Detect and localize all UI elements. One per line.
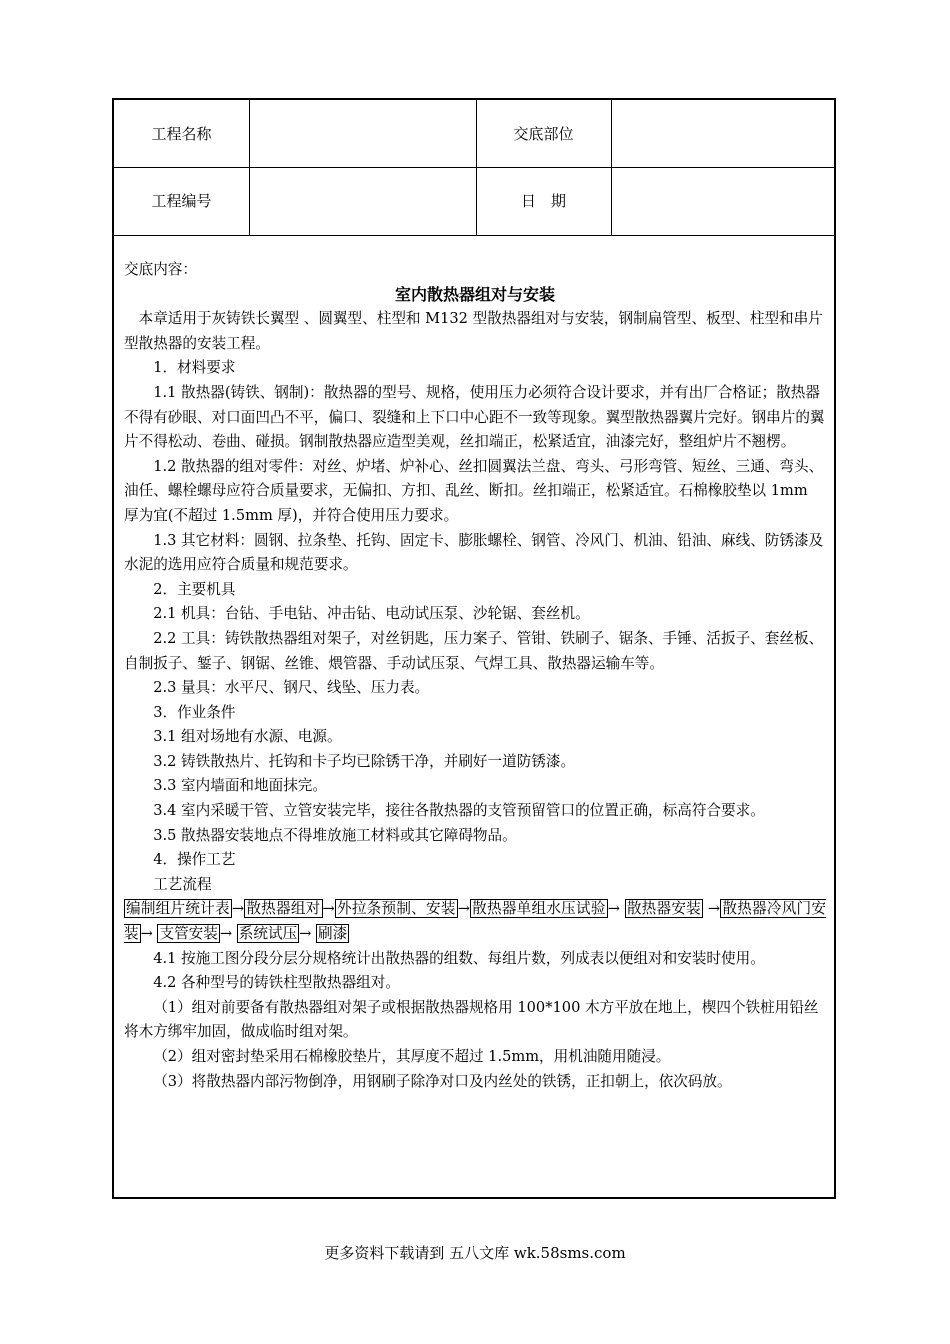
- date-label: 日 期: [520, 192, 566, 210]
- content-label: 交底内容：: [124, 261, 197, 278]
- disclosure-part-label: 交底部位: [513, 125, 574, 143]
- paragraph: 1.3 其它材料：圆钢、拉条垫、托钩、固定卡、膨胀螺栓、钢管、冷风门、机油、铅油、麻线、防锈漆及水泥的选用应符合质量和规范要求。: [124, 531, 824, 574]
- paragraph: 3.4 室内采暖干管、立管安装完毕，接往各散热器的支管预留管口的位置正确，标高符合要求。: [153, 802, 765, 820]
- flow-step: 编制组片统计表: [126, 900, 230, 918]
- paragraph: 2.2 工具：铸铁散热器组对架子，对丝钥匙，压力案子、管钳、铁刷子、锯条、手锤、活扳子、套丝板、自制扳子、錾子、钢锯、丝锥、煨管器、手动试压泵、气焊工具、散热器运输车等。: [124, 629, 824, 672]
- flow-step: 散热器组对: [246, 900, 321, 918]
- intro-paragraph: 本章适用于灰铸铁长翼型 、圆翼型、柱型和 M132 型散热器组对与安装，钢制扁管型、板型、柱型和串片型散热器的安装工程。: [124, 310, 823, 352]
- process-flow: [124, 897, 826, 946]
- paragraph: （3）将散热器内部污物倒净，用钢刷子除净对口及内丝处的铁锈，正扣朝上，依次码放。: [153, 1072, 732, 1090]
- section-heading: 3．作业条件: [153, 703, 236, 721]
- project-no-label: 工程编号: [151, 192, 212, 210]
- flow-label: 工艺流程: [153, 875, 212, 893]
- paragraph: 1.2 散热器的组对零件：对丝、炉堵、炉补心、丝扣圆翼法兰盘、弯头、弓形弯管、短丝、三通、弯头、油任、螺栓螺母应符合质量要求，无偏扣、方扣、乱丝、断扣。丝扣端正，松紧适宜。石棉橡胶垫以 1mm 厚为宜(不超过 1.5mm 厚)，并符合使用压力要求。: [124, 457, 824, 524]
- header-divider: [249, 100, 250, 236]
- paragraph: 3.2 铸铁散热片、托钩和卡子均已除锈干净，并刷好一道防锈漆。: [153, 752, 576, 770]
- flow-step: 外拉条预制、安装: [336, 900, 456, 918]
- arrow-icon: →: [231, 900, 245, 918]
- section-heading: 2．主要机具: [153, 580, 236, 598]
- footer-text: 更多资料下载请到 五八文库 wk.58sms.com: [324, 1244, 626, 1262]
- paragraph: 3.3 室内墙面和地面抹完。: [153, 777, 327, 795]
- paragraph: 3.1 组对场地有水源、电源。: [153, 728, 342, 746]
- flow-step: 散热器单组水压试验: [471, 900, 606, 918]
- arrow-icon: →: [607, 900, 620, 918]
- flow-step: 散热器安装: [626, 900, 701, 918]
- arrow-icon: →: [299, 925, 312, 943]
- arrow-icon: →: [457, 900, 470, 918]
- header-divider: [611, 100, 612, 236]
- disclosure-form: [112, 98, 836, 1199]
- paragraph: 1.1 散热器(铸铁、钢制)：散热器的型号、规格，使用压力必须符合设计要求，并有出厂合格证；散热器不得有砂眼、对口面凹凸不平，偏口、裂缝和上下口中心距不一致等现象。翼型散热器翼片完好。钢串片的翼片不得松动、卷曲、碰损。钢制散热器应造型美观，丝扣端正，松紧适宜，油漆完好，整组炉片不翘楞。: [124, 383, 825, 451]
- project-name-label: 工程名称: [151, 125, 212, 143]
- section-heading: 1．材料要求: [153, 359, 236, 377]
- paragraph: 3.5 散热器安装地点不得堆放施工材料或其它障碍物品。: [153, 826, 517, 844]
- paragraph: （2）组对密封垫采用石棉橡胶垫片，其厚度不超过 1.5mm，用机油随用随浸。: [153, 1048, 671, 1065]
- section-heading: 4．操作工艺: [153, 851, 236, 869]
- flow-step: 系统试压: [238, 925, 298, 943]
- paragraph: 4.1 按施工图分段分层分规格统计出散热器的组数、每组片数，列成表以便组对和安装时使用。: [153, 949, 765, 967]
- document-title: 室内散热器组对与安装: [394, 284, 555, 304]
- flow-step: 刷漆: [318, 925, 348, 943]
- content-body: [124, 258, 826, 1094]
- arrow-icon: →: [140, 925, 153, 943]
- paragraph: 2.1 机具：台钻、手电钻、冲击钻、电动试压泵、沙轮锯、套丝机。: [153, 605, 590, 623]
- flow-step: 散热器冷风门安装: [124, 900, 826, 943]
- arrow-icon: →: [322, 900, 335, 918]
- flow-step: 支管安装: [159, 925, 218, 943]
- paragraph: 4.2 各种型号的铸铁柱型散热器组对。: [153, 974, 400, 992]
- paragraph: 2.3 量具：水平尺、钢尺、线坠、压力表。: [153, 679, 430, 697]
- header-divider: [476, 100, 477, 236]
- arrow-icon: →: [219, 925, 233, 943]
- arrow-icon: →: [707, 900, 721, 918]
- paragraph: （1）组对前要备有散热器组对架子或根据散热器规格用 100*100 木方平放在地上，楔四个铁桩用铅丝将木方绑牢加固，做成临时组对架。: [124, 998, 819, 1041]
